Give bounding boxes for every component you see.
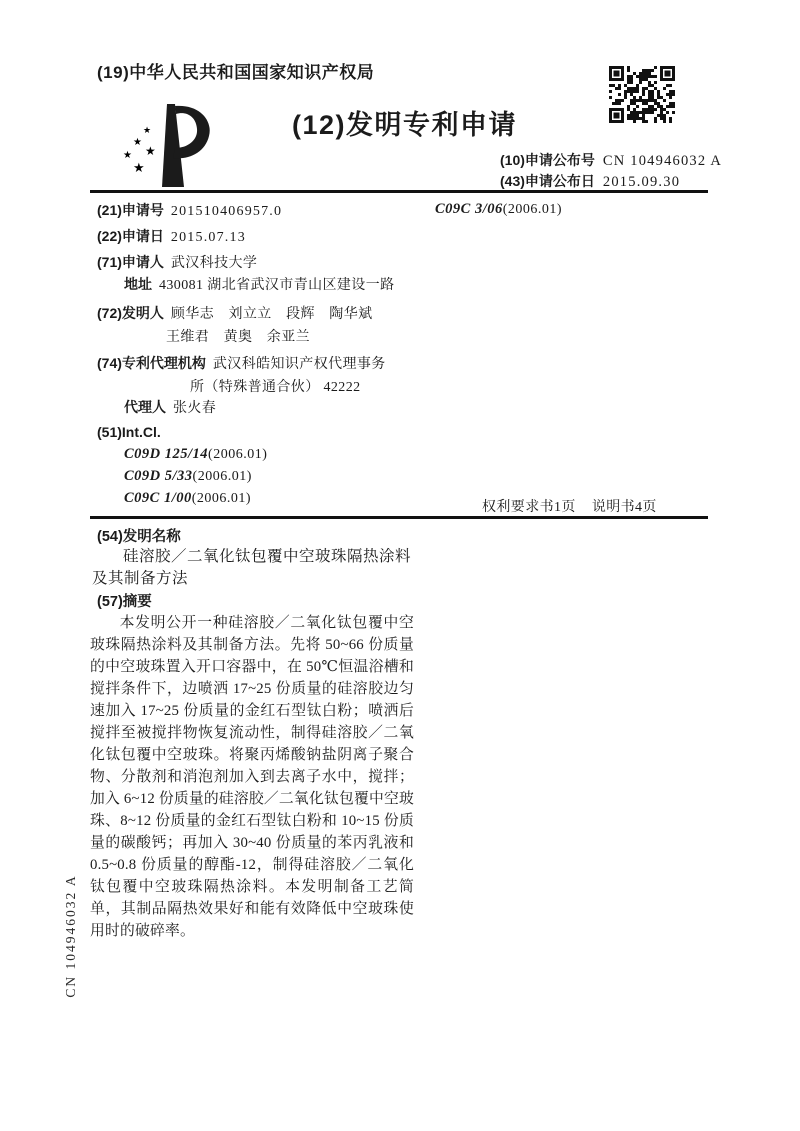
ipc-class-continued bbox=[435, 200, 562, 218]
pages-info bbox=[482, 496, 657, 516]
claims-pages: 权利要求书1页 bbox=[482, 500, 576, 515]
ipc-class-continued-code: C09C 3/06 bbox=[435, 201, 503, 217]
inventors-line1: 顾华志 刘立立 段辉 陶华斌 bbox=[170, 307, 373, 322]
invention-title: 硅溶胶／二氧化钛包覆中空玻珠隔热涂料及其制备方法 bbox=[92, 548, 412, 587]
applicant-label: (71)申请人 bbox=[97, 254, 164, 270]
agency-line1: 武汉科皓知识产权代理事务 bbox=[212, 357, 386, 372]
applicant-row bbox=[97, 252, 257, 272]
application-number-row bbox=[97, 200, 282, 220]
inventors-label: (72)发明人 bbox=[97, 305, 164, 321]
logo-star-icon: ★ bbox=[145, 144, 156, 158]
pub-number-value: CN 104946032 A bbox=[602, 153, 723, 169]
application-number-value: 201510406957.0 bbox=[170, 204, 283, 219]
application-date-label: (22)申请日 bbox=[97, 228, 164, 244]
publication-date-row bbox=[500, 171, 680, 191]
ipc-class-2-code: C09D 5/33 bbox=[124, 468, 193, 484]
agent-label: 代理人 bbox=[124, 399, 166, 415]
application-date-value: 2015.07.13 bbox=[170, 230, 246, 245]
agent-value: 张火春 bbox=[173, 401, 217, 416]
ipc-class-1-code: C09D 125/14 bbox=[124, 446, 209, 462]
inventors-row bbox=[97, 303, 373, 323]
qr-code bbox=[609, 66, 675, 123]
abstract-label: (57)摘要 bbox=[97, 594, 152, 610]
inventors-line2: 王维君 黄奥 余亚兰 bbox=[166, 330, 310, 345]
ipc-class-2-version: (2006.01) bbox=[192, 469, 252, 484]
application-date-row bbox=[97, 226, 246, 246]
qr-code-icon bbox=[609, 66, 675, 123]
ipc-class-1 bbox=[124, 445, 267, 463]
agency-label: (74)专利代理机构 bbox=[97, 355, 206, 371]
applicant-value: 武汉科技大学 bbox=[170, 256, 258, 271]
ipc-class-3 bbox=[124, 489, 251, 507]
agency-line2: 所（特殊普通合伙） 42222 bbox=[190, 380, 361, 395]
ipc-class-continued-version: (2006.01) bbox=[502, 202, 563, 217]
header-divider bbox=[90, 190, 708, 193]
agency-row bbox=[97, 353, 386, 373]
agent-row bbox=[124, 397, 216, 417]
sipo-logo-icon bbox=[118, 101, 213, 191]
logo-star-icon: ★ bbox=[143, 126, 152, 136]
pub-number-label: (10)申请公布号 bbox=[500, 152, 595, 168]
pub-date-label: (43)申请公布日 bbox=[500, 173, 595, 189]
description-pages: 说明书4页 bbox=[591, 500, 657, 515]
address-value: 430081 湖北省武汉市青山区建设一路 bbox=[159, 278, 395, 293]
publication-number-row bbox=[500, 150, 722, 170]
logo-star-icon: ★ bbox=[133, 161, 145, 176]
logo-star-icon: ★ bbox=[133, 137, 142, 148]
address-label: 地址 bbox=[124, 276, 152, 292]
invention-title-label: (54)发明名称 bbox=[97, 529, 181, 545]
ipc-class-3-version: (2006.01) bbox=[191, 491, 252, 506]
vertical-publication-number: CN 104946032 A bbox=[63, 874, 78, 998]
application-number-label: (21)申请号 bbox=[97, 202, 164, 218]
ipc-class-1-version: (2006.01) bbox=[208, 447, 268, 462]
logo-star-icon: ★ bbox=[123, 150, 132, 161]
ipc-class-2 bbox=[124, 467, 252, 485]
abstract-text: 本发明公开一种硅溶胶／二氧化钛包覆中空玻珠隔热涂料及其制备方法。先将 50~66 份质量的中空玻珠置入开口容器中，在 50℃恒温浴槽和搅拌条件下，边喷洒 17~25 份质量的硅溶胶边匀速加入 17~25 份质量的金红石型钛白粉；喷洒后搅拌至被搅拌物恢复流动性，制得硅溶胶／二氧化钛包覆中空玻珠。将聚丙烯酸钠盐阴离子聚合物、分散剂和消泡剂加入到去离子水中，搅拌；加入 6~12 份质量的硅溶胶／二氧化钛包覆中空玻珠、8~12 份质量的金红石型钛白粉和 10~15 份质量的碳酸钙；再加入 30~40 份质量的苯丙乳液和 0.5~0.8 份质量的醇酯-12，制得硅溶胶／二氧化钛包覆中空玻珠隔热涂料。本发明制备工艺简单，其制品隔热效果好和能有效降低中空玻珠使用时的破碎率。 bbox=[90, 615, 414, 939]
pub-date-value: 2015.09.30 bbox=[602, 174, 681, 190]
ipc-class-3-code: C09C 1/00 bbox=[124, 490, 192, 506]
patent-office-name: (19)中华人民共和国国家知识产权局 bbox=[97, 63, 375, 82]
applicant-address-row bbox=[124, 274, 395, 294]
biblio-divider bbox=[90, 516, 708, 519]
document-type-title: (12)发明专利申请 bbox=[292, 110, 518, 140]
int-cl-label: (51)Int.Cl. bbox=[97, 424, 161, 440]
